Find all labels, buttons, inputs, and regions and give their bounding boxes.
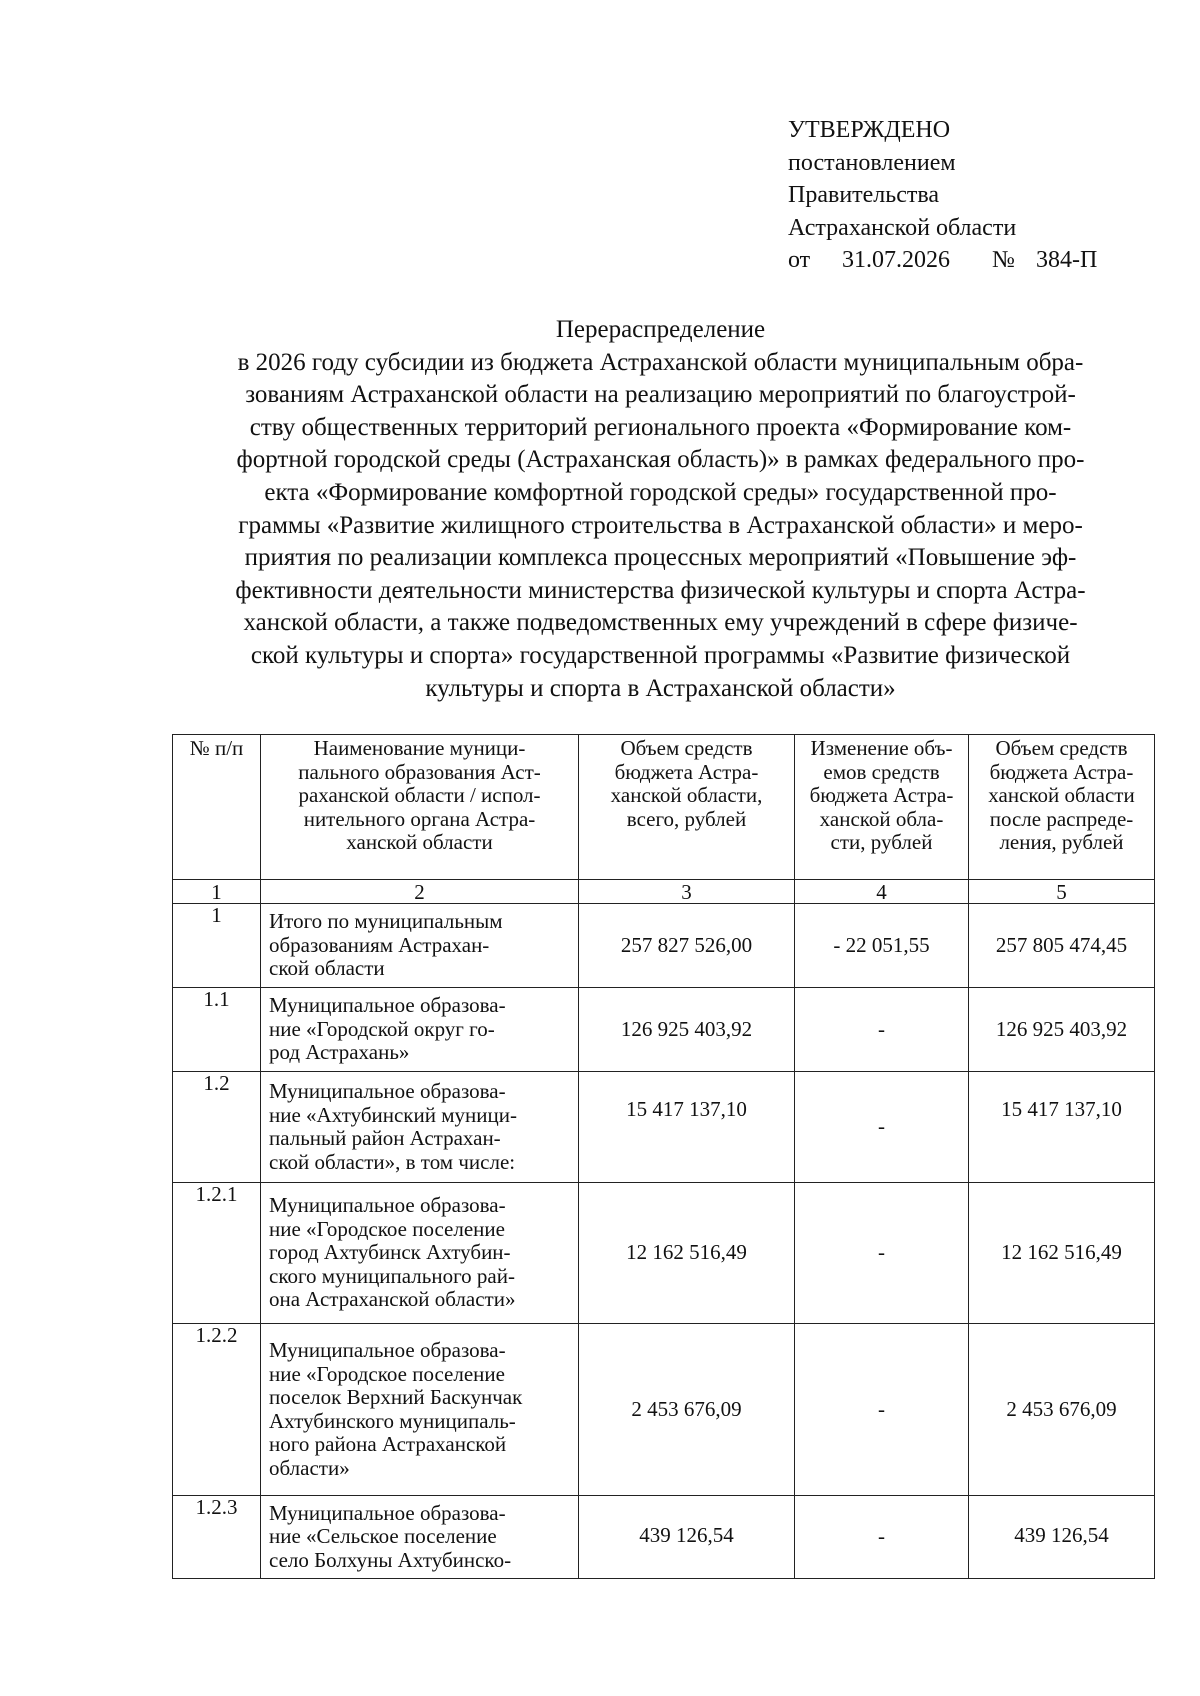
row-after: 12 162 516,49 (969, 1183, 1155, 1324)
table-row (173, 904, 1155, 988)
row-after: 439 126,54 (969, 1496, 1155, 1579)
row-number: 1.2.3 (173, 1496, 261, 1579)
column-index: 2 (261, 880, 579, 904)
column-index: 3 (579, 880, 795, 904)
row-total: 257 827 526,00 (579, 904, 795, 988)
row-number: 1.1 (173, 988, 261, 1072)
row-total: 439 126,54 (579, 1496, 795, 1579)
row-after: 126 925 403,92 (969, 988, 1155, 1072)
title-line: в 2026 году субсидии из бюджета Астраханской области муниципальным обра- (237, 348, 1084, 376)
table-row (173, 988, 1155, 1072)
column-index: 4 (795, 880, 969, 904)
row-total: 126 925 403,92 (579, 988, 795, 1072)
document-title (168, 314, 1153, 705)
row-number: 1 (173, 904, 261, 988)
column-index: 1 (173, 880, 261, 904)
row-change: - (795, 1324, 969, 1496)
header-number: № п/п (173, 735, 261, 880)
table-row (173, 1072, 1155, 1183)
row-name: Муниципальное образова- ние «Городское поселение город Ахтубинск Ахтубин- ского муниципального рай- она Астраханской области» (261, 1183, 579, 1324)
row-after: 2 453 676,09 (969, 1324, 1155, 1496)
approval-date-line (788, 244, 1097, 277)
row-total: 12 162 516,49 (579, 1183, 795, 1324)
header-name: Наименование муници- пального образования Аст- раханской области / испол- нительного органа Астра- ханской области (261, 735, 579, 880)
title-line: зованиям Астраханской области на реализацию мероприятий по благоустрой- (245, 381, 1076, 409)
header-total: Объем средств бюджета Астра- ханской области, всего, рублей (579, 735, 795, 880)
row-number: 1.2 (173, 1072, 261, 1183)
number-sign: № (992, 247, 1015, 273)
approval-stamp (788, 114, 1097, 277)
title-line: фортной городской среды (Астраханская область)» в рамках федерального про- (236, 446, 1085, 474)
row-change: - (795, 1183, 969, 1324)
row-name: Муниципальное образова- ние «Ахтубинский муници- пальный район Астрахан- ской области», в том числе: (261, 1072, 579, 1183)
title-line: ству общественных территорий регионального проекта «Формирование ком- (249, 413, 1072, 441)
title-line: граммы «Развитие жилищного строительства в Астраханской области» и меро- (238, 511, 1083, 539)
table-row (173, 1324, 1155, 1496)
row-change: - (795, 1072, 969, 1183)
column-index: 5 (969, 880, 1155, 904)
row-name: Муниципальное образова- ние «Сельское поселение село Болхуны Ахтубинско- (261, 1496, 579, 1579)
table-header-row (173, 735, 1155, 880)
row-change: - (795, 1496, 969, 1579)
title-line: ханской области, а также подведомственных ему учреждений в сфере физиче- (243, 609, 1078, 637)
row-name: Муниципальное образова- ние «Городской округ го- род Астрахань» (261, 988, 579, 1072)
row-change: - (795, 988, 969, 1072)
approval-heading: УТВЕРЖДЕНО (788, 117, 951, 143)
approval-line: Правительства (788, 182, 940, 208)
title-line: ской культуры и спорта» государственной программы «Развитие физической (250, 641, 1071, 669)
column-index-row (173, 880, 1155, 904)
date-prefix: от (788, 247, 811, 273)
row-number: 1.2.1 (173, 1183, 261, 1324)
title-line: приятия по реализации комплекса процессных мероприятий «Повышение эф- (244, 544, 1077, 572)
approval-line: Астраханской области (788, 214, 1017, 241)
table-row (173, 1183, 1155, 1324)
row-after: 15 417 137,10 (969, 1072, 1155, 1183)
approval-number: 384-П (1036, 247, 1098, 273)
row-name: Итого по муниципальным образованиям Астрахан- ской области (261, 904, 579, 988)
title-heading: Перераспределение (555, 316, 766, 343)
header-after: Объем средств бюджета Астра- ханской области после распреде- ления, рублей (969, 735, 1155, 880)
row-number: 1.2.2 (173, 1324, 261, 1496)
row-name: Муниципальное образова- ние «Городское поселение поселок Верхний Баскунчак Ахтубинского муниципаль- ного района Астраханской области» (261, 1324, 579, 1496)
row-after: 257 805 474,45 (969, 904, 1155, 988)
title-line: екта «Формирование комфортной городской среды» государственной про- (264, 478, 1057, 506)
table-row (173, 1496, 1155, 1579)
header-change: Изменение объ- емов средств бюджета Астра- ханской обла- сти, рублей (795, 735, 969, 880)
row-total: 2 453 676,09 (579, 1324, 795, 1496)
row-total: 15 417 137,10 (579, 1072, 795, 1183)
approval-line: постановлением (788, 149, 956, 176)
title-line: фективности деятельности министерства физической культуры и спорта Астра- (235, 576, 1086, 604)
budget-table (172, 734, 1155, 1579)
approval-date: 31.07.2026 (842, 247, 950, 273)
title-line: культуры и спорта в Астраханской области» (425, 674, 896, 702)
row-change: - 22 051,55 (795, 904, 969, 988)
